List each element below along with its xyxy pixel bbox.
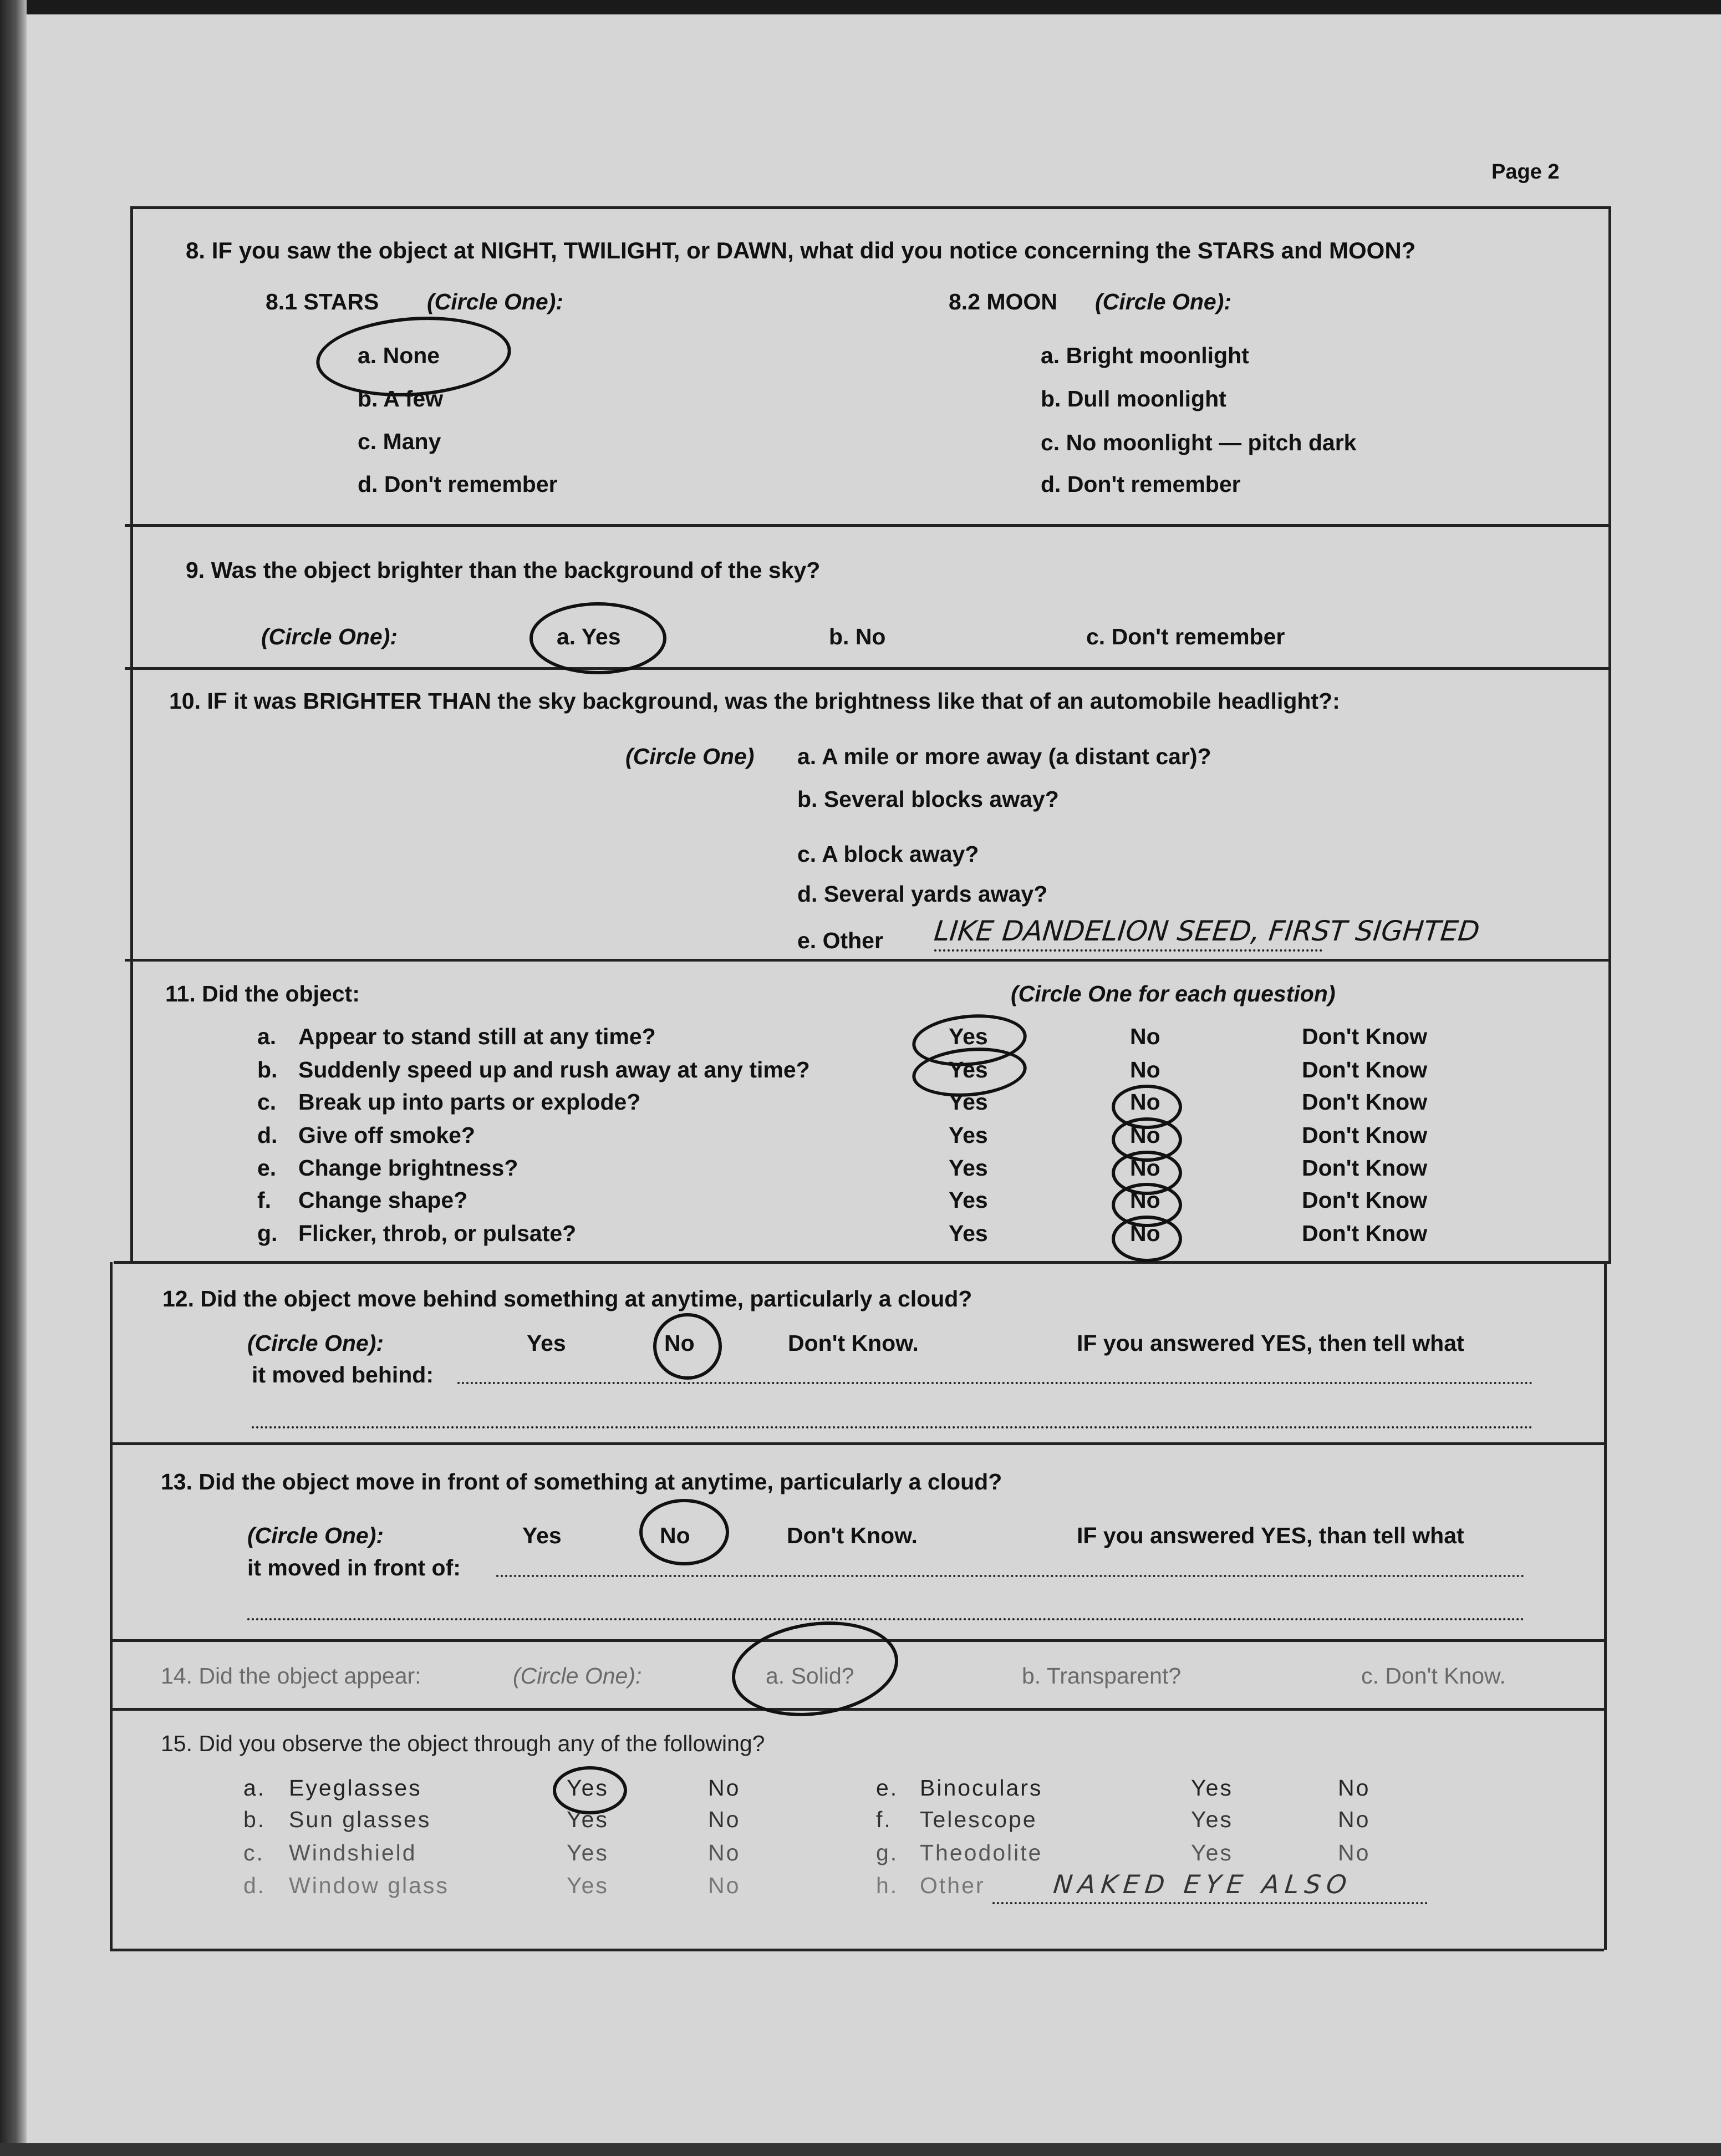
page-number: Page 2 xyxy=(1491,160,1560,184)
other-answer-line xyxy=(992,1902,1428,1904)
row-letter: c. xyxy=(257,1089,277,1115)
answer-circle-mark xyxy=(1112,1216,1182,1262)
row-label: Window glass xyxy=(289,1873,449,1898)
option-dont-know[interactable]: Don't Know xyxy=(1302,1221,1428,1246)
row-question: Change brightness? xyxy=(298,1155,518,1181)
option-no[interactable]: No xyxy=(1130,1122,1160,1148)
answer-circle-mark xyxy=(529,602,666,674)
row-letter: b. xyxy=(243,1807,266,1832)
divider xyxy=(125,959,1611,962)
option-no[interactable]: No xyxy=(708,1807,741,1832)
option-dont-know[interactable]: Don't Know. xyxy=(788,1330,919,1356)
option-no[interactable]: No xyxy=(1338,1840,1371,1865)
row-label: Theodolite xyxy=(920,1840,1043,1865)
instruction: (Circle One): xyxy=(247,1523,384,1548)
moon-option[interactable]: d. Don't remember xyxy=(1041,471,1241,497)
option-yes[interactable]: Yes xyxy=(949,1187,988,1213)
option-yes[interactable]: Yes xyxy=(567,1775,609,1801)
handwritten-other-answer: LIKE DANDELION SEED, FIRST SIGHTED xyxy=(932,915,1481,947)
scan-left-edge xyxy=(0,0,27,2156)
option-yes[interactable]: Yes xyxy=(949,1122,988,1148)
option-no[interactable]: No xyxy=(708,1775,741,1801)
option-no[interactable]: No xyxy=(1130,1221,1160,1246)
option-e-other[interactable]: e. Other xyxy=(797,928,883,953)
divider xyxy=(125,524,1611,527)
row-label: Eyeglasses xyxy=(289,1775,422,1801)
row-letter: a. xyxy=(243,1775,266,1801)
moon-option[interactable]: c. No moonlight — pitch dark xyxy=(1041,430,1357,455)
row-letter: h. xyxy=(876,1873,899,1898)
option-dont-know[interactable]: Don't Know xyxy=(1302,1187,1428,1213)
answer-circle-mark xyxy=(653,1313,722,1380)
stars-heading: 8.1 STARS xyxy=(266,289,379,314)
row-letter: f. xyxy=(876,1807,892,1832)
divider xyxy=(130,206,1611,209)
divider xyxy=(125,667,1611,670)
option-no[interactable]: No xyxy=(1130,1089,1160,1115)
moon-option[interactable]: a. Bright moonlight xyxy=(1041,343,1249,368)
option-no[interactable]: No xyxy=(708,1840,741,1865)
option-dont-know[interactable]: Don't Know. xyxy=(787,1523,918,1548)
answer-circle-mark xyxy=(553,1766,627,1814)
row-question: Flicker, throb, or pulsate? xyxy=(298,1221,577,1246)
scan-bottom-edge xyxy=(0,2143,1721,2156)
followup-text: IF you answered YES, then tell what xyxy=(1077,1330,1464,1356)
option-dont-remember[interactable]: c. Don't remember xyxy=(1086,624,1285,649)
answer-circle-mark xyxy=(639,1499,729,1565)
question-text: 14. Did the object appear: xyxy=(161,1663,421,1689)
option-yes[interactable]: Yes xyxy=(567,1807,609,1832)
row-question: Break up into parts or explode? xyxy=(298,1089,641,1115)
scan-top-edge xyxy=(0,0,1721,14)
answer-line[interactable] xyxy=(496,1575,1525,1577)
instruction: (Circle One): xyxy=(261,624,398,649)
option-yes[interactable]: Yes xyxy=(567,1873,609,1898)
option-a[interactable]: a. A mile or more away (a distant car)? xyxy=(797,744,1211,769)
option-dont-know[interactable]: Don't Know xyxy=(1302,1057,1428,1082)
option-yes[interactable]: Yes xyxy=(567,1840,609,1865)
followup-text: IF you answered YES, than tell what xyxy=(1077,1523,1464,1548)
row-letter: d. xyxy=(257,1122,278,1148)
divider xyxy=(114,1261,1611,1264)
option-yes[interactable]: Yes xyxy=(949,1057,988,1082)
option-no[interactable]: No xyxy=(1130,1057,1160,1082)
moon-instruction: (Circle One): xyxy=(1095,289,1232,314)
option-yes[interactable]: Yes xyxy=(1191,1775,1233,1801)
option-yes[interactable]: Yes xyxy=(949,1221,988,1246)
stars-option[interactable]: b. A few xyxy=(358,386,444,411)
option-yes[interactable]: Yes xyxy=(949,1155,988,1181)
option-yes[interactable]: Yes xyxy=(949,1024,988,1049)
option-solid[interactable]: a. Solid? xyxy=(766,1663,854,1689)
option-transparent[interactable]: b. Transparent? xyxy=(1022,1663,1182,1689)
row-question: Give off smoke? xyxy=(298,1122,475,1148)
row-letter: d. xyxy=(243,1873,266,1898)
instruction: (Circle One): xyxy=(247,1330,384,1356)
row-label: Binoculars xyxy=(920,1775,1043,1801)
followup-label: it moved in front of: xyxy=(247,1555,461,1580)
question-text: 15. Did you observe the object through any of the following? xyxy=(161,1731,765,1756)
row-question: Suddenly speed up and rush away at any time? xyxy=(298,1057,810,1082)
option-dont-know[interactable]: Don't Know xyxy=(1302,1089,1428,1115)
option-yes[interactable]: Yes xyxy=(522,1523,562,1548)
option-no[interactable]: b. No xyxy=(829,624,886,649)
option-dont-know[interactable]: Don't Know xyxy=(1302,1155,1428,1181)
option-yes[interactable]: Yes xyxy=(949,1089,988,1115)
option-no[interactable]: No xyxy=(1130,1024,1160,1049)
instruction: (Circle One): xyxy=(513,1663,642,1689)
answer-line[interactable] xyxy=(457,1382,1533,1384)
option-d[interactable]: d. Several yards away? xyxy=(797,881,1048,907)
option-yes[interactable]: Yes xyxy=(1191,1807,1233,1832)
row-label: Other xyxy=(920,1873,985,1898)
option-dont-know[interactable]: Don't Know xyxy=(1302,1122,1428,1148)
stars-option[interactable]: a. None xyxy=(358,343,440,368)
row-label: Windshield xyxy=(289,1840,417,1865)
stars-option[interactable]: d. Don't remember xyxy=(358,471,558,497)
option-no[interactable]: No xyxy=(1130,1187,1160,1213)
option-dont-know[interactable]: Don't Know xyxy=(1302,1024,1428,1049)
followup-label: it moved behind: xyxy=(252,1362,434,1387)
row-label: Sun glasses xyxy=(289,1807,431,1832)
moon-option[interactable]: b. Dull moonlight xyxy=(1041,386,1226,411)
handwritten-other-answer: NAKED EYE ALSO xyxy=(1052,1869,1354,1899)
option-no[interactable]: No xyxy=(1338,1775,1371,1801)
instruction: (Circle One) xyxy=(625,744,755,769)
question-text: 10. IF it was BRIGHTER THAN the sky background, was the brightness like that of an automobile headlight?: xyxy=(169,688,1340,714)
instruction: (Circle One for each question) xyxy=(1011,981,1336,1006)
row-letter: a. xyxy=(257,1024,277,1049)
option-b[interactable]: b. Several blocks away? xyxy=(797,786,1059,812)
divider xyxy=(110,1949,1604,1951)
row-letter: e. xyxy=(876,1775,899,1801)
question-text: 12. Did the object move behind something at anytime, particularly a cloud? xyxy=(162,1286,972,1311)
row-letter: b. xyxy=(257,1057,278,1082)
answer-line[interactable] xyxy=(252,1426,1533,1428)
answer-line[interactable] xyxy=(247,1618,1525,1620)
row-question: Appear to stand still at any time? xyxy=(298,1024,656,1049)
question-text: 11. Did the object: xyxy=(165,981,360,1006)
other-answer-line xyxy=(934,949,1322,952)
row-letter: e. xyxy=(257,1155,277,1181)
option-no[interactable]: No xyxy=(660,1523,690,1548)
option-yes[interactable]: Yes xyxy=(1191,1840,1233,1865)
stars-option[interactable]: c. Many xyxy=(358,429,441,454)
question-text: 8. IF you saw the object at NIGHT, TWILIGHT, or DAWN, what did you notice concerning the STARS and MOON? xyxy=(186,237,1416,263)
option-no[interactable]: No xyxy=(1338,1807,1371,1832)
row-label: Telescope xyxy=(920,1807,1037,1832)
option-c[interactable]: c. A block away? xyxy=(797,841,979,867)
question-text: 13. Did the object move in front of something at anytime, particularly a cloud? xyxy=(161,1469,1002,1494)
option-yes[interactable]: a. Yes xyxy=(557,624,621,649)
option-no[interactable]: No xyxy=(664,1330,695,1356)
option-no[interactable]: No xyxy=(1130,1155,1160,1181)
row-letter: g. xyxy=(876,1840,899,1865)
divider xyxy=(110,1708,1604,1711)
divider xyxy=(110,1442,1604,1445)
moon-heading: 8.2 MOON xyxy=(949,289,1057,314)
row-question: Change shape? xyxy=(298,1187,468,1213)
option-no[interactable]: No xyxy=(708,1873,741,1898)
option-dont-know[interactable]: c. Don't Know. xyxy=(1361,1663,1506,1689)
row-letter: c. xyxy=(243,1840,264,1865)
row-letter: g. xyxy=(257,1221,278,1246)
question-text: 9. Was the object brighter than the background of the sky? xyxy=(186,557,821,583)
stars-instruction: (Circle One): xyxy=(427,289,564,314)
option-yes[interactable]: Yes xyxy=(527,1330,566,1356)
row-letter: f. xyxy=(257,1187,272,1213)
